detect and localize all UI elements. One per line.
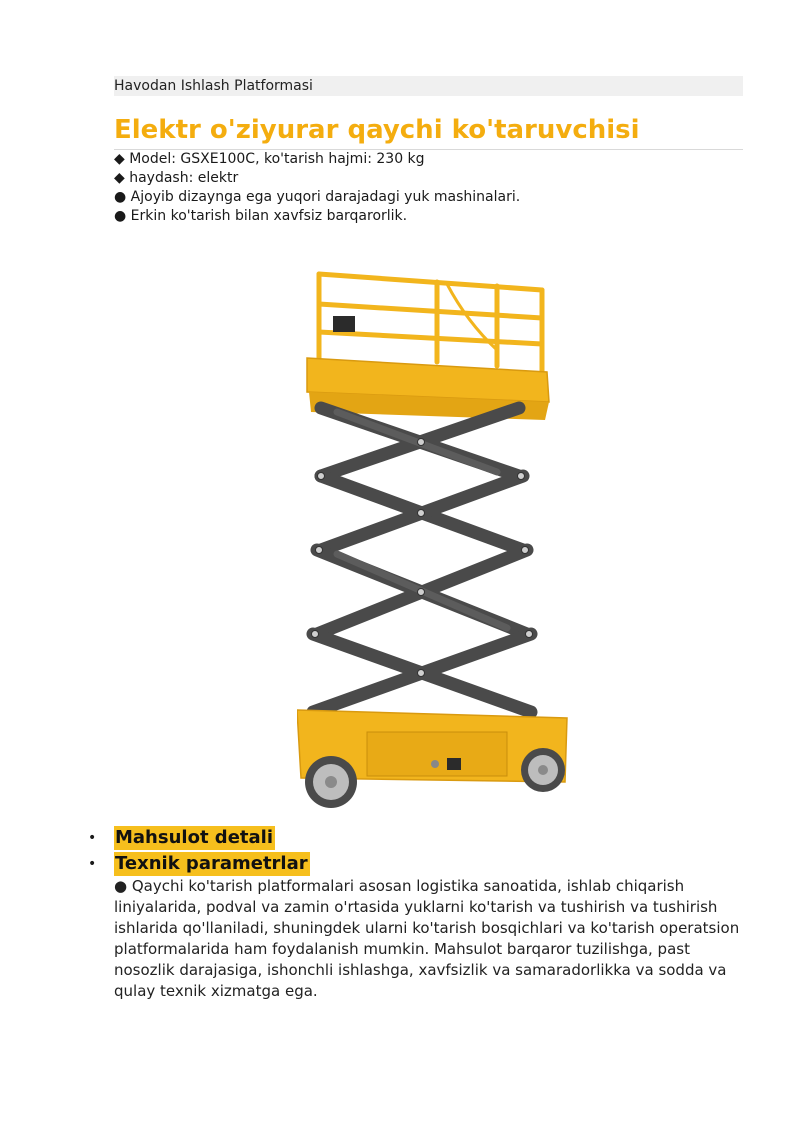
tab-product-details[interactable] [88,826,310,852]
spec-list [114,150,520,226]
breadcrumb[interactable]: Havodan Ishlash Platformasi [114,76,743,96]
wheel-left [305,756,357,808]
bullet-icon: • [88,830,97,846]
page-title: Elektr o'ziyurar qaychi ko'taruvchisi [114,112,743,150]
tab-label[interactable]: Texnik parametrlar [115,853,308,874]
spec-item-stability: ● Erkin ko'tarish bilan xavfsiz barqarorlik. [114,208,408,224]
tab-list [88,826,310,878]
spec-item-drive: ◆ haydash: elektr [114,170,239,186]
tab-technical-parameters[interactable] [88,852,310,878]
tab-label[interactable]: Mahsulot detali [115,827,273,848]
bullet-icon: • [88,856,97,872]
product-description: ● Qaychi ko'tarish platformalari asosan logistika sanoatida, ishlab chiqarish liniyalarida, podval va zamin o'rtasida yuklarni ko'tarish va tushirish va tushirish ishlarida qo'llaniladi, shuningdek ularni ko'tarish bosqichlari va ko'tarish operatsion platformalarida ham foydalanish mumkin. Mahsulot barqaror tuzilishga, past nosozlik darajasiga, ishonchli ishlashga, xavfsizlik va samaradorlikka va sodda va qulay texnik xizmatga ega. [114,877,740,1000]
control-box [333,316,355,332]
spec-item-design: ● Ajoyib dizaynga ega yuqori darajadagi yuk mashinalari. [114,189,521,205]
scissor-lift-image [297,262,573,818]
wheel-right [521,748,565,792]
spec-item-model: ◆ Model: GSXE100C, ko'tarish hajmi: 230 kg [114,151,425,167]
